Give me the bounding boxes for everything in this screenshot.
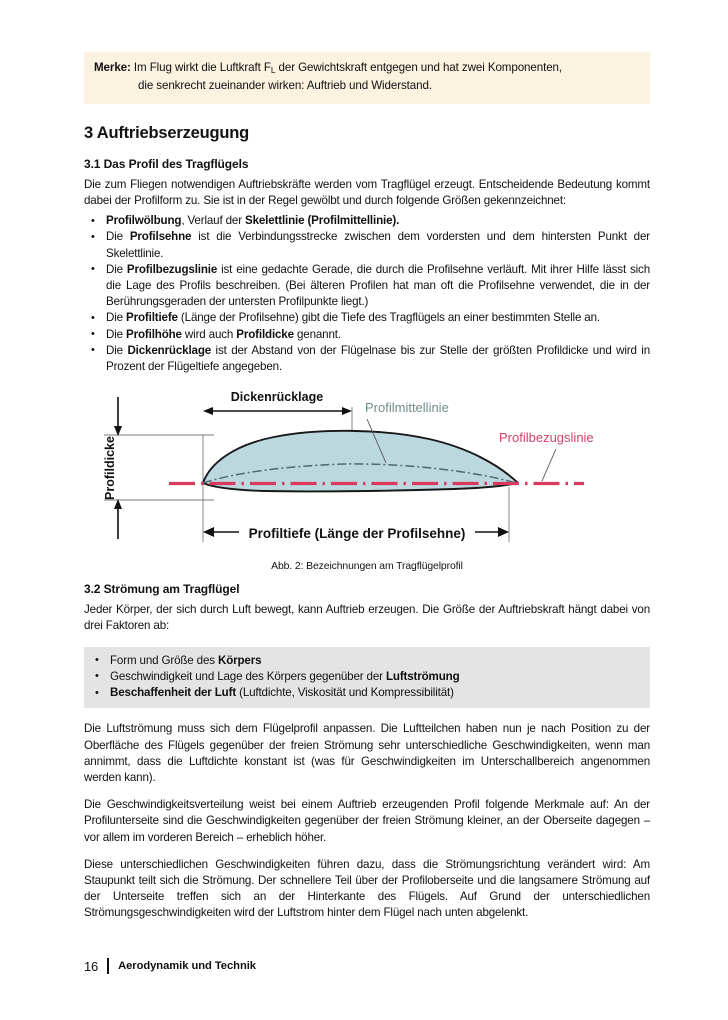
- list-item-text: Profildicke: [236, 327, 294, 341]
- list-item: [84, 653, 650, 669]
- list-item-text: Profilhöhe: [126, 327, 182, 341]
- chapter-title: 3 Auftriebserzeugung: [84, 123, 249, 142]
- list-item-text: Die: [106, 311, 127, 325]
- airfoil-diagram-svg: [84, 387, 650, 555]
- label-profilbezugslinie: Profilbezugslinie: [499, 430, 594, 446]
- profile-properties-list: [84, 213, 650, 375]
- list-item-text: Die: [106, 327, 127, 341]
- list-item-text: (Länge der Profilsehne) gibt die Tiefe des Tragflügels an einer bestimmten Stelle an.: [177, 311, 600, 325]
- list-item-text: Beschaffenheit der Luft: [110, 686, 237, 700]
- leader-profilbezugslinie: [542, 449, 556, 481]
- paragraph-flow-3: Diese unterschiedlichen Geschwindigkeiten führen dazu, dass die Strömungsrichtung verändert wird: Am Staupunkt teilt sich die Strömung. Der schnellere Teil über der Profiloberseite und die langsamere Strömung auf der Unterseite treffen sich an der Hinterkante des Flügels. Auf Grund der unterschiedlichen Strömungsgeschwindigkeiten wird der Luftstrom hinter dem Flügel nach unten abgelenkt.: [84, 857, 650, 920]
- list-item-text: (Luftdichte, Viskosität und Kompressibilität): [236, 686, 454, 700]
- list-item-text: Profilbezugslinie: [126, 262, 218, 276]
- list-item-text: Form und Größe des: [110, 653, 218, 667]
- merke-callout: [84, 52, 650, 104]
- list-item: [84, 229, 650, 261]
- list-item: [84, 327, 650, 343]
- list-item-text: Dickenrücklage: [127, 343, 212, 357]
- list-item-text: Skelettlinie (Profilmittellinie).: [244, 214, 400, 228]
- figure-caption: Abb. 2: Bezeichnungen am Tragflügelprofil: [271, 561, 463, 573]
- factors-list: [84, 653, 650, 702]
- merke-text-b: der Gewichtskraft entgegen und hat zwei Komponenten,: [275, 61, 563, 74]
- list-item-text: Profiltiefe: [126, 311, 178, 325]
- list-item: [84, 343, 650, 375]
- list-item-text: ist die Verbindungsstrecke zwischen dem vordersten und dem hintersten Punkt der Skelettlinie.: [106, 230, 650, 260]
- label-profiltiefe: Profiltiefe (Länge der Profilsehne): [248, 526, 466, 542]
- list-item: [84, 213, 650, 229]
- list-item-text: wird auch: [181, 327, 237, 341]
- list-item: [84, 262, 650, 311]
- list-item-text: , Verlauf der: [181, 214, 245, 228]
- list-item-text: Profilwölbung: [106, 214, 182, 228]
- list-item-text: Profilsehne: [129, 230, 192, 244]
- list-item-text: Die: [106, 343, 128, 357]
- label-dickenruecklage: Dickenrücklage: [230, 390, 324, 405]
- list-item: [84, 685, 650, 701]
- list-item-text: Die: [106, 262, 127, 276]
- list-item: [84, 310, 650, 326]
- list-item-text: Die: [106, 230, 130, 244]
- list-item-text: ist eine gedachte Gerade, die durch die Profilsehne verläuft. Mit ihrer Hilfe lässt sich die Lage des Profils beschreiben. (Bei älteren Profilen hat man oft die Profilsehne verwendet, die in der Berührungsgeraden der untersten Profilpunkte liegt.): [106, 262, 650, 309]
- list-item-text: Geschwindigkeit und Lage des Körpers gegenüber der: [110, 669, 386, 683]
- list-item-text: ist der Abstand von der Flügelnase bis zur Stelle der größten Profildicke und wird in Prozent der Flügeltiefe angegeben.: [106, 343, 650, 374]
- paragraph-flow-1: Die Luftströmung muss sich dem Flügelprofil anpassen. Die Luftteilchen haben nun je nach Position zu der Oberfläche des Flügels gegenüber der freien Strömung sehr unterschiedliche Geschwindigkeiten, wenn man annimmt, dass die Luftdichte konstant ist (was für Geschwindigkeiten im Unterschallbereich angenommen werden kann).: [84, 722, 650, 784]
- label-profilmittellinie: Profilmittellinie: [365, 400, 449, 416]
- page-footer: [84, 956, 256, 976]
- list-item-text: genannt.: [293, 327, 341, 341]
- section-3-2-heading: 3.2 Strömung am Tragflügel: [84, 582, 240, 597]
- merke-line-2: die senkrecht zueinander wirken: Auftrieb und Widerstand.: [138, 79, 432, 93]
- merke-text-a: Im Flug wirkt die Luftkraft F: [130, 61, 271, 74]
- footer-title: Aerodynamik und Technik: [118, 960, 256, 972]
- list-item-text: Körpers: [217, 653, 262, 667]
- page-number: 16: [84, 958, 99, 974]
- page-content: [84, 52, 650, 933]
- merke-line-1: [94, 60, 640, 78]
- section-3-2-intro: Jeder Körper, der sich durch Luft bewegt, kann Auftrieb erzeugen. Die Größe der Auftriebskraft hängt dabei von drei Faktoren ab:: [84, 603, 650, 633]
- factors-shaded-block: [84, 647, 650, 709]
- list-item: [84, 669, 650, 685]
- label-profildicke: Profildicke: [103, 436, 117, 501]
- merke-subscript: L: [270, 64, 276, 75]
- airfoil-figure: [84, 387, 650, 572]
- section-3-1-intro: Die zum Fliegen notwendigen Auftriebskräfte werden vom Tragflügel erzeugt. Entscheidende Bedeutung kommt dabei der Profilform zu. Sie ist in der Regel gewölbt und durch folgende Größen gekennzeichnet:: [84, 177, 650, 208]
- dickenruecklage-dimension: [203, 407, 352, 415]
- footer-divider: [107, 958, 109, 974]
- merke-label: Merke:: [94, 61, 131, 74]
- section-3-1-heading: 3.1 Das Profil des Tragflügels: [84, 156, 249, 171]
- paragraph-flow-2: Die Geschwindigkeitsverteilung weist bei einem Auftrieb erzeugenden Profil folgende Merkmale auf: An der Profilunterseite sind die Geschwindigkeiten gegenüber der freien Strömung kleiner, an der Oberseite dagegen – vor allem im vorderen Bereich – erheblich höher.: [84, 798, 650, 844]
- list-item-text: Luftströmung: [385, 669, 460, 683]
